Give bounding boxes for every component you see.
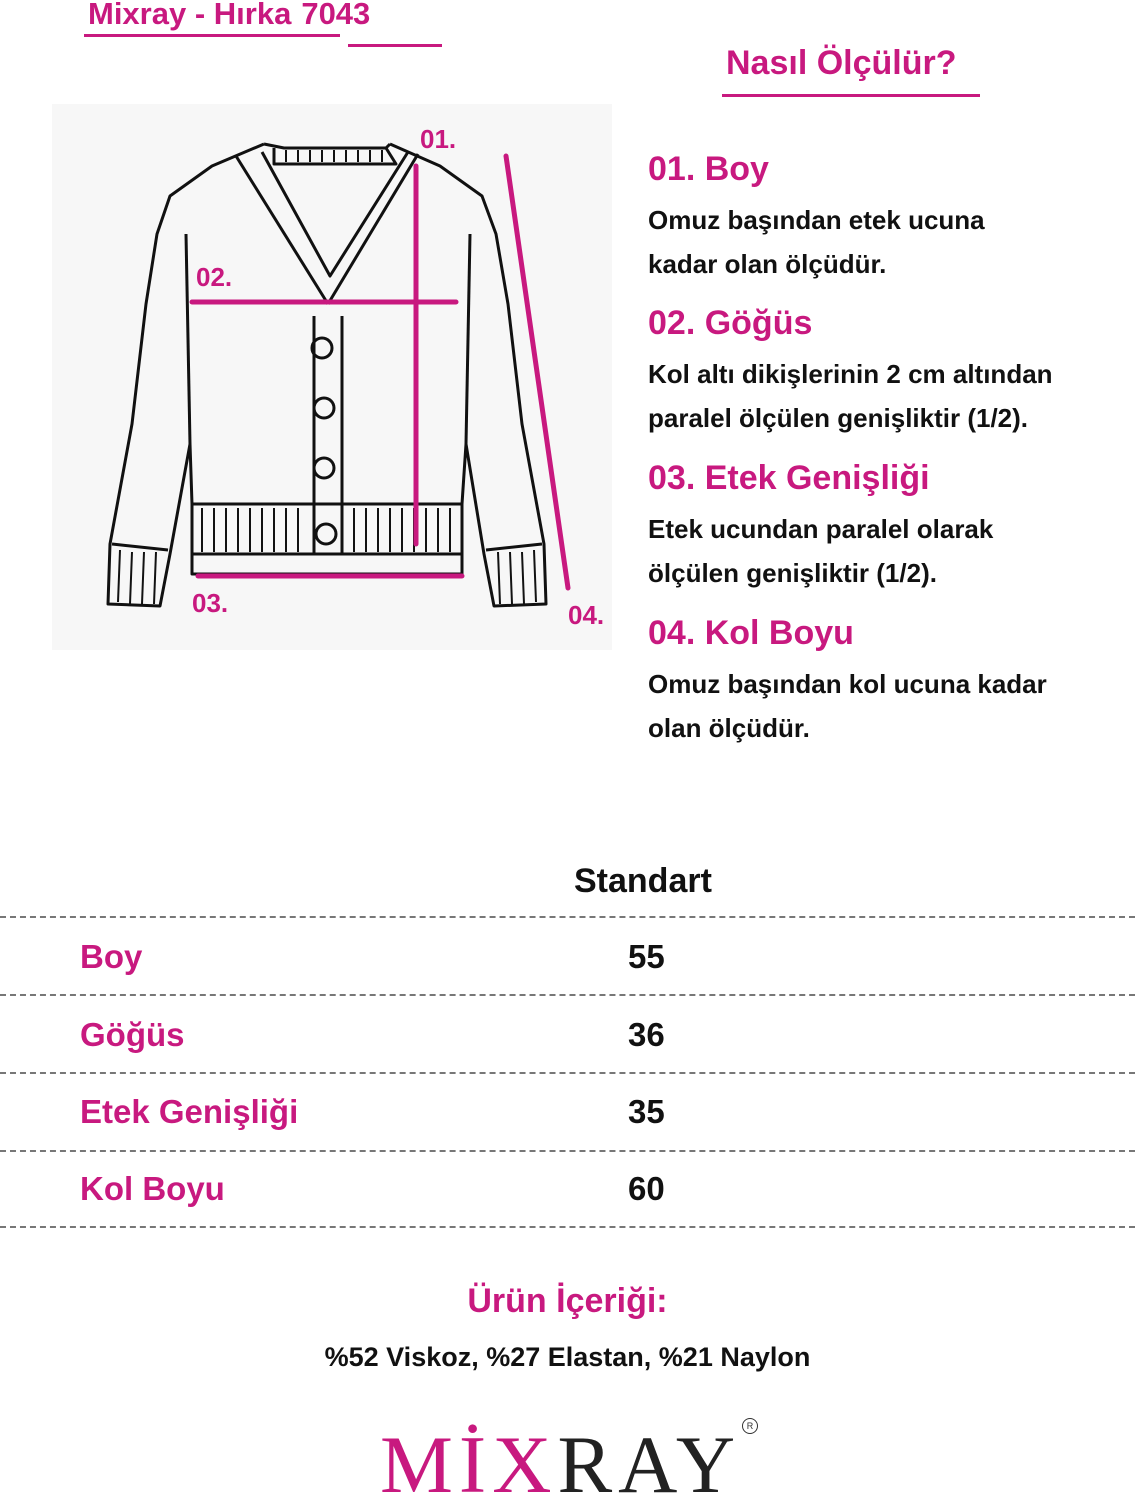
logo-part-ray: RAY: [557, 1419, 742, 1510]
row-value-boy: 55: [628, 938, 665, 975]
cardigan-diagram: [52, 104, 612, 650]
code-underline: [348, 44, 442, 47]
logo-part-mix: MİX: [380, 1419, 558, 1510]
table-divider: [0, 1150, 1135, 1152]
label-01: 01.: [420, 124, 457, 154]
table-divider: [0, 994, 1135, 996]
measure-desc-line: Kol altı dikişlerinin 2 cm altından: [648, 359, 1053, 389]
measure-desc-line: kadar olan ölçüdür.: [648, 249, 887, 279]
row-label-gogus: Göğüs: [80, 1016, 185, 1053]
measure-heading-gogus: 02. Göğüs: [648, 304, 813, 342]
measure-heading-kol: 04. Kol Boyu: [648, 614, 854, 652]
content-text: %52 Viskoz, %27 Elastan, %21 Naylon: [324, 1342, 811, 1372]
measure-desc-gogus: [648, 352, 1118, 440]
brand-logo: [380, 1419, 742, 1510]
product-code: 7043: [301, 0, 371, 31]
label-04: 04.: [568, 600, 605, 630]
row-value-etek: 35: [628, 1093, 665, 1130]
product-title: [88, 0, 370, 32]
how-to-measure-underline: [722, 94, 980, 97]
measure-desc-line: olan ölçüdür.: [648, 713, 810, 743]
content-title: Ürün İçeriği:: [467, 1282, 668, 1320]
how-to-measure-heading: Nasıl Ölçülür?: [726, 44, 957, 82]
table-divider: [0, 916, 1135, 918]
measure-desc-line: ölçülen genişliktir (1/2).: [648, 558, 937, 588]
row-value-kol: 60: [628, 1170, 665, 1207]
size-column-header: Standart: [574, 862, 712, 900]
table-divider: [0, 1072, 1135, 1074]
title-underline: [84, 34, 340, 37]
measure-heading-boy: 01. Boy: [648, 150, 769, 188]
measure-heading-etek: 03. Etek Genişliği: [648, 459, 930, 497]
measure-desc-kol: [648, 662, 1118, 750]
row-value-gogus: 36: [628, 1016, 665, 1053]
row-label-etek: Etek Genişliği: [80, 1093, 299, 1130]
measure-desc-line: Omuz başından etek ucuna: [648, 205, 985, 235]
measure-desc-line: Etek ucundan paralel olarak: [648, 514, 994, 544]
label-03: 03.: [192, 588, 229, 618]
table-divider: [0, 1226, 1135, 1228]
row-label-boy: Boy: [80, 938, 143, 975]
label-02: 02.: [196, 262, 233, 292]
measure-desc-etek: [648, 507, 1118, 595]
measure-desc-boy: [648, 198, 1118, 286]
registered-mark-icon: R: [742, 1418, 758, 1434]
row-label-kol: Kol Boyu: [80, 1170, 225, 1207]
product-name: Mixray - Hırka: [88, 0, 292, 31]
measure-desc-line: Omuz başından kol ucuna kadar: [648, 669, 1047, 699]
measure-desc-line: paralel ölçülen genişliktir (1/2).: [648, 403, 1029, 433]
cardigan-drawing: [52, 104, 612, 650]
